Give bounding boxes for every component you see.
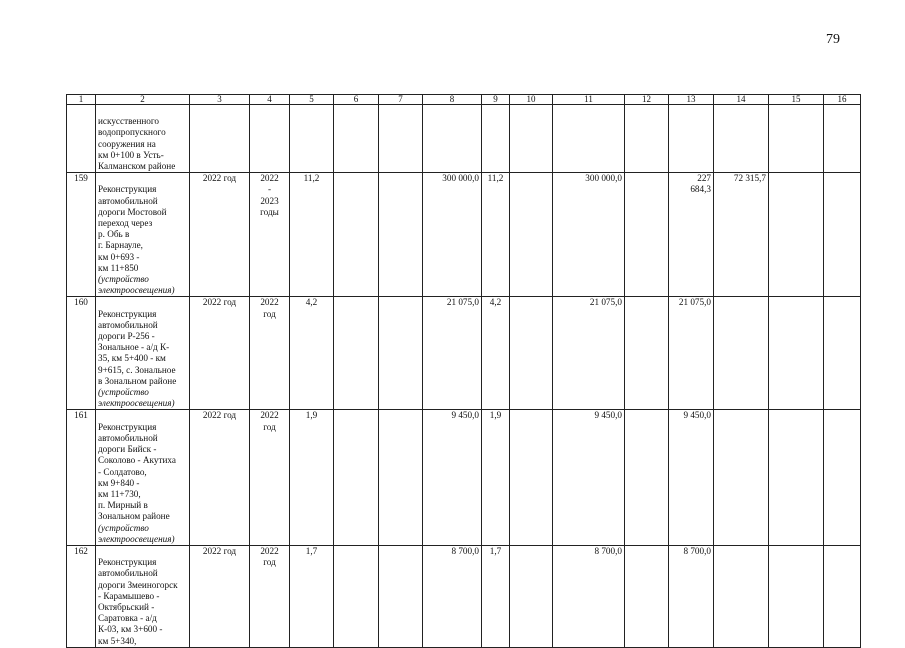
empty-cell bbox=[625, 410, 669, 545]
empty-cell bbox=[824, 297, 861, 410]
amount-cell: 300 000,0 bbox=[553, 173, 625, 297]
table-row bbox=[67, 173, 861, 297]
description-text: Реконструкция автомобильной дороги Р-256 - Зональное - а/д К- 35, км 5+400 - км 9+615, с. Зональное в Зональном районе bbox=[98, 308, 177, 386]
empty-cell bbox=[334, 173, 379, 297]
column-header: 10 bbox=[510, 95, 553, 105]
empty-cell bbox=[379, 410, 423, 545]
length-cell: 4,2 bbox=[290, 297, 334, 410]
period-cell: 2022 год bbox=[250, 410, 290, 545]
amount-cell: 21 075,0 bbox=[553, 297, 625, 410]
empty-cell bbox=[334, 410, 379, 545]
empty-cell bbox=[769, 173, 824, 297]
table-row bbox=[67, 297, 861, 410]
description-text: Реконструкция автомобильной дороги Бийск - Соколово - Акутиха - Солдатово, км 9+840 - км 11+730, п. Мирный в Зональном районе bbox=[98, 421, 176, 522]
length-cell: 1,7 bbox=[482, 545, 510, 647]
row-number: 161 bbox=[67, 410, 96, 545]
column-header: 7 bbox=[379, 95, 423, 105]
row-number: 159 bbox=[67, 173, 96, 297]
empty-cell bbox=[769, 105, 824, 173]
page-number: 79 bbox=[826, 32, 840, 47]
description-text: Реконструкция автомобильной дороги Мостовой переход через р. Обь в г. Барнауле, км 0+693 - км 11+850 bbox=[98, 184, 167, 273]
object-description bbox=[96, 173, 190, 297]
length-cell: 1,9 bbox=[290, 410, 334, 545]
amount-cell: 8 700,0 bbox=[553, 545, 625, 647]
empty-cell bbox=[510, 410, 553, 545]
data-table bbox=[66, 94, 861, 648]
period-cell: 2022 год bbox=[250, 545, 290, 647]
amount-cell bbox=[714, 297, 769, 410]
column-header: 12 bbox=[625, 95, 669, 105]
column-header: 5 bbox=[290, 95, 334, 105]
column-header: 13 bbox=[669, 95, 714, 105]
empty-cell bbox=[769, 545, 824, 647]
amount-cell bbox=[714, 410, 769, 545]
amount-cell: 300 000,0 bbox=[423, 173, 482, 297]
empty-cell bbox=[379, 105, 423, 173]
column-header: 1 bbox=[67, 95, 96, 105]
column-header: 15 bbox=[769, 95, 824, 105]
empty-cell bbox=[824, 173, 861, 297]
empty-cell bbox=[824, 410, 861, 545]
period-cell: 2022 год bbox=[250, 297, 290, 410]
empty-cell bbox=[625, 545, 669, 647]
row-number: 162 bbox=[67, 545, 96, 647]
amount-cell: 8 700,0 bbox=[669, 545, 714, 647]
amount-cell bbox=[553, 105, 625, 173]
year-cell: 2022 год bbox=[190, 410, 250, 545]
column-header: 6 bbox=[334, 95, 379, 105]
object-description bbox=[96, 410, 190, 545]
year-cell: 2022 год bbox=[190, 173, 250, 297]
amount-cell: 8 700,0 bbox=[423, 545, 482, 647]
row-number: 160 bbox=[67, 297, 96, 410]
empty-cell bbox=[334, 545, 379, 647]
empty-cell bbox=[510, 105, 553, 173]
empty-cell bbox=[334, 105, 379, 173]
length-cell: 11,2 bbox=[482, 173, 510, 297]
column-header: 8 bbox=[423, 95, 482, 105]
empty-cell bbox=[625, 105, 669, 173]
period-cell bbox=[250, 105, 290, 173]
table-row bbox=[67, 410, 861, 545]
amount-cell: 21 075,0 bbox=[423, 297, 482, 410]
empty-cell bbox=[334, 297, 379, 410]
length-cell: 1,7 bbox=[290, 545, 334, 647]
length-cell: 4,2 bbox=[482, 297, 510, 410]
amount-cell: 72 315,7 bbox=[714, 173, 769, 297]
year-cell bbox=[190, 105, 250, 173]
amount-cell bbox=[714, 105, 769, 173]
amount-cell: 227 684,3 bbox=[669, 173, 714, 297]
amount-cell: 9 450,0 bbox=[669, 410, 714, 545]
amount-cell bbox=[423, 105, 482, 173]
amount-cell bbox=[714, 545, 769, 647]
empty-cell bbox=[625, 297, 669, 410]
amount-cell: 9 450,0 bbox=[553, 410, 625, 545]
description-note: (устройство электроосвещения) bbox=[98, 274, 175, 296]
empty-cell bbox=[625, 173, 669, 297]
empty-cell bbox=[769, 410, 824, 545]
empty-cell bbox=[824, 105, 861, 173]
empty-cell bbox=[379, 297, 423, 410]
length-cell: 1,9 bbox=[482, 410, 510, 545]
empty-cell bbox=[510, 297, 553, 410]
empty-cell bbox=[510, 545, 553, 647]
object-description bbox=[96, 545, 190, 647]
description-note: (устройство электроосвещения) bbox=[98, 387, 175, 409]
amount-cell: 9 450,0 bbox=[423, 410, 482, 545]
column-header: 4 bbox=[250, 95, 290, 105]
column-header: 14 bbox=[714, 95, 769, 105]
empty-cell bbox=[379, 173, 423, 297]
column-header: 3 bbox=[190, 95, 250, 105]
description-text: Реконструкция автомобильной дороги Змеиногорск - Карамышево - Октябрьский - Саратовка - а/д К-03, км 3+600 - км 5+340, bbox=[98, 557, 178, 646]
description-text: искусственного водопропускного сооружения на км 0+100 в Усть- Калманском районе bbox=[98, 116, 176, 172]
column-header: 16 bbox=[824, 95, 861, 105]
table-row bbox=[67, 545, 861, 647]
column-header: 9 bbox=[482, 95, 510, 105]
length-cell bbox=[482, 105, 510, 173]
amount-cell bbox=[669, 105, 714, 173]
year-cell: 2022 год bbox=[190, 545, 250, 647]
table-row bbox=[67, 105, 861, 173]
period-cell: 2022 - 2023 годы bbox=[250, 173, 290, 297]
column-header: 2 bbox=[96, 95, 190, 105]
column-header: 11 bbox=[553, 95, 625, 105]
empty-cell bbox=[824, 545, 861, 647]
amount-cell: 21 075,0 bbox=[669, 297, 714, 410]
empty-cell bbox=[510, 173, 553, 297]
description-note: (устройство электроосвещения) bbox=[98, 522, 175, 544]
empty-cell bbox=[379, 545, 423, 647]
header-row bbox=[67, 95, 861, 105]
row-number bbox=[67, 105, 96, 173]
length-cell bbox=[290, 105, 334, 173]
empty-cell bbox=[769, 297, 824, 410]
length-cell: 11,2 bbox=[290, 173, 334, 297]
object-description bbox=[96, 297, 190, 410]
year-cell: 2022 год bbox=[190, 297, 250, 410]
object-description bbox=[96, 105, 190, 173]
